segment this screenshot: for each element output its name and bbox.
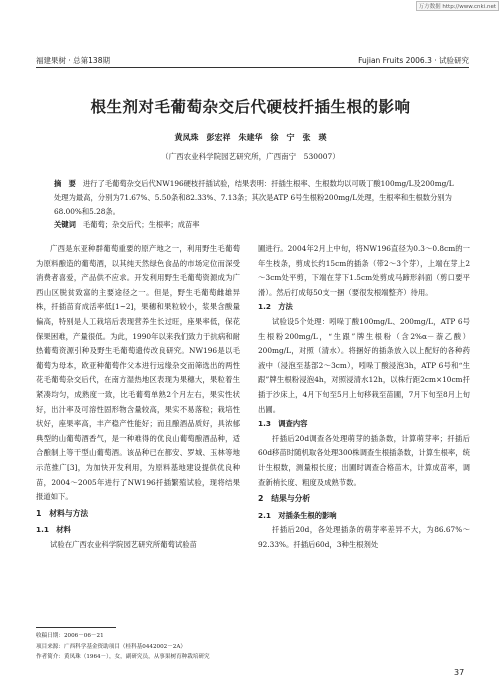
materials-continued-paragraph: 圃进行。2004年2月上中旬，将NW196直径为0.3～0.8cm的一年生枝条，剪成长约15cm的插条（带2～3个芽），上端在芽上2～3cm处平剪，下端在芽下1.5cm处剪成马蹄形斜面（剪口要平滑）。然后打成每50支一捆（要很发根端整齐）待用。 — [258, 244, 470, 297]
page-number: 37 — [454, 668, 465, 677]
keywords-label: 关键词 — [54, 220, 76, 229]
keywords-text: 毛葡萄；杂交后代；生根率；成苗率 — [82, 220, 200, 229]
right-column — [258, 242, 470, 552]
footnote-rule — [36, 627, 116, 628]
section-heading-materials-methods: 1 材料与方法 — [36, 508, 89, 518]
footnotes — [36, 631, 210, 663]
footnote-received: 收稿日期：2006－06－21 — [36, 633, 104, 639]
subsection-heading-rooting: 2.1 对插条生根的影响 — [258, 510, 337, 520]
left-column — [36, 242, 240, 552]
subsection-heading-materials: 1.1 材料 — [36, 525, 71, 535]
materials-paragraph: 试验在广西农业科学院园艺研究所葡萄试验苗 — [50, 539, 197, 549]
subsection-heading-methods: 1.2 方法 — [258, 302, 293, 312]
running-header-left: 福建果树 · 总第138期 — [36, 56, 110, 65]
header-rule — [36, 67, 469, 68]
survey-paragraph: 扦插后20d调查各处理萌芽的插条数，计算萌芽率；扦插后60d移苗时随机取各处理300株调查生根插条数，计算生根率，统计生根数，测量根长度；出圃时调查合格苗木，计算成苗率，调查新梢长度、粗度及成熟节数。 — [258, 433, 470, 487]
footnote-funding: 项目来源：广西科学基金资助项目（桂科基0442002－2A） — [36, 643, 186, 650]
subsection-heading-survey: 1.3 调查内容 — [258, 419, 308, 429]
abstract-text: 进行了毛葡萄杂交后代NW196硬枝扦插试验，结果表明：扦插生根率、生根数均以可吸丁酸100mg/L及200mg/L处理为最高，分别为71.67%、5.50条和82.33%、7.13条；其次是ATP 6号生根粉200mg/L处理，生根率和生根数分别为68.00%和5.28条。 — [54, 179, 454, 217]
keywords — [54, 220, 454, 230]
running-header-right: Fujian Fruits 2006.3 · 试验研究 — [358, 56, 469, 65]
section-heading-results: 2 结果与分析 — [258, 494, 311, 504]
intro-paragraph: 广西是东亚种群葡萄重要的原产地之一，利用野生毛葡萄为原料酿造的葡萄酒，以其纯天然绿色食品的市场定位而深受消费者喜爱，产品供不应求。开发利用野生毛葡萄资源成为广西山区脱贫致富的主要途径之一。但是，野生毛葡萄雌雄异株，扦插苗育成活率低[1~2]，果穗和果粒较小，浆果含酸量偏高，特别是人工栽培后表现营养生长过旺，座果率低，保花保果困难，产量很低。为此，1990年以来我们致力于抗病和耐热葡萄资源引种及野生毛葡萄遗传改良研究。NW196是以毛葡萄为母本，欧亚种葡萄作父本进行远缘杂交而筛选出的两性花毛葡萄杂交后代，在南方湿热地区表现为果穗大，果粒着生紧凑均匀，成熟度一致，比毛葡萄单熟2个月左右，果实性状好，出汁率及可溶性固形物含量较高，果实不易落粒；栽培性状好，座果率高，丰产稳产性能好；而且酿酒品质好，具浓郁典型的山葡萄酒香气，是一种难得的优良山葡萄酿酒品种，适合酿制上等干型山葡萄酒。该品种已在都安、罗城、玉林等地示范推广[3]，为加快开发利用，为原料基地建设提供优良种苗，2004～2005年进行了NW196扦插繁殖试验，现将结果报道如下。 — [36, 244, 240, 502]
affiliation: （广西农业科学院园艺研究所，广西南宁 530007） — [161, 152, 340, 161]
paper-title: 根生剂对毛葡萄杂交后代硬枝扦插生根的影响 — [90, 98, 411, 116]
results-paragraph: 扦插后20d，各处理插条的萌芽率差异不大，为86.67%～92.33%。扦插后60d，3种生根剂处 — [258, 525, 470, 549]
abstract-label: 摘 要 — [54, 179, 76, 188]
source-stamp: 万方数据 http://www.cnki.net — [416, 1, 499, 11]
methods-paragraph: 试验设5个处理：吲哚丁酸100mg/L、200mg/L，ATP 6号生根粉200mg/L，“生跟”牌生根粉（含2%α－萘乙酸）200mg/L，对照（清水）。将捆好的插条放入以上配好的各种药液中（浸泡至基部2～3cm），吲哚丁酸浸泡3h，ATP 6号和“生跟”牌生根粉浸泡4h，对照浸清水12h，以株行距2cm×10cm扦插于沙床上，4月下旬至5月上旬移栽至苗圃，7月下旬至8月上旬出圃。 — [258, 316, 470, 414]
author-list: 黄凤珠 彭宏祥 朱建华 徐 宁 张 瑛 — [174, 132, 327, 142]
footnote-author: 作者简介：黄凤珠（1964－），女，副研究员，从事果树育种栽培研究 — [36, 654, 210, 660]
abstract — [54, 177, 454, 220]
